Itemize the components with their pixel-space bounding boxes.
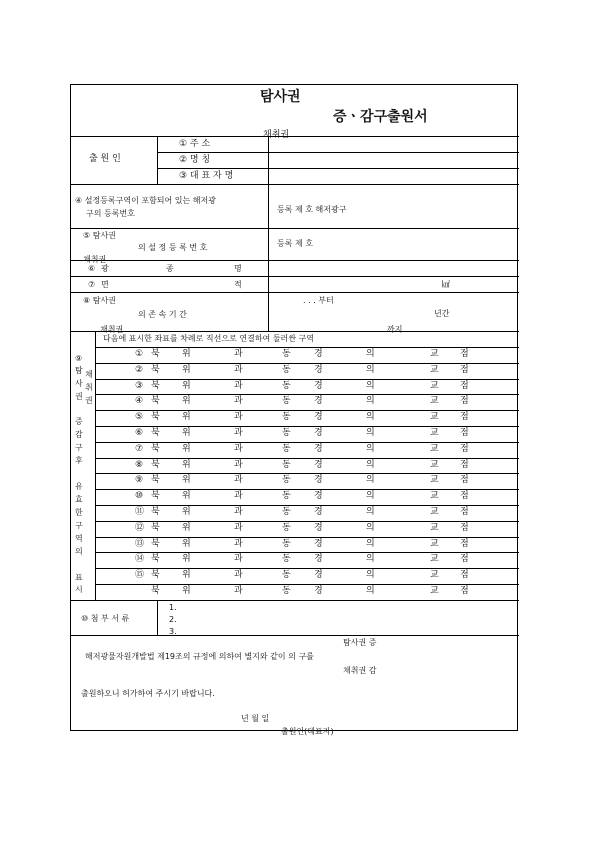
coordinate-cell-g: 교	[430, 554, 439, 565]
coordinate-cell-num: ⑭	[135, 554, 145, 565]
coordinate-cell-d: 동	[282, 412, 291, 423]
rule	[71, 635, 519, 636]
coordinate-cell-num: ⑧	[135, 459, 144, 470]
coordinate-cell-f: 의	[366, 443, 375, 454]
coordinate-cell-num: ⑥	[135, 428, 144, 438]
coordinate-cell-d: 동	[282, 475, 291, 486]
row-divider	[95, 379, 519, 380]
coordinate-cell-num: ⑫	[135, 522, 145, 533]
coordinate-cell-g: 교	[430, 491, 439, 502]
coordinate-cell-c: 과	[234, 538, 243, 549]
coordinate-cell-a: 북	[151, 475, 160, 486]
coordinate-cell-num: ②	[135, 364, 144, 375]
item8-label-top: ⑧ 탐사권	[83, 296, 116, 305]
item9-side-char: 권	[75, 392, 83, 401]
coordinate-cell-h: 점	[460, 522, 469, 533]
coordinate-cell-f: 의	[366, 475, 375, 486]
coordinate-cell-g: 교	[430, 475, 439, 486]
coordinate-cell-b: 위	[182, 475, 191, 486]
coordinate-cell-g: 교	[430, 586, 439, 596]
coordinate-cell-h: 점	[460, 443, 469, 454]
coordinate-cell-d: 동	[282, 538, 291, 549]
coordinate-cell-b: 위	[182, 522, 191, 533]
item9-side-char: 표	[75, 573, 83, 582]
coordinate-cell-c: 과	[234, 364, 243, 375]
rule	[71, 184, 519, 185]
coordinate-cell-e: 경	[314, 443, 323, 454]
coordinate-cell-a: 북	[151, 507, 160, 517]
coordinate-cell-g: 교	[430, 507, 439, 517]
coordinate-cell-num: ⑩	[135, 491, 144, 502]
coordinate-cell-h: 점	[460, 491, 469, 502]
coordinate-cell-d: 동	[282, 522, 291, 533]
item8-dates[interactable]: . . . 부터	[303, 296, 334, 305]
item9-side-char-b: 채	[85, 370, 93, 379]
rule	[71, 260, 519, 261]
item8-until: 까지	[387, 325, 403, 334]
item6-label3: 명	[234, 264, 242, 273]
rule	[157, 136, 158, 184]
coordinate-cell-b: 위	[182, 443, 191, 454]
coordinate-cell-b: 위	[182, 349, 191, 359]
row-divider	[95, 521, 519, 522]
item9-side-char: 감	[75, 430, 83, 439]
coordinate-cell-h: 점	[460, 364, 469, 375]
rule	[95, 331, 96, 600]
coordinate-cell-d: 동	[282, 459, 291, 470]
coordinate-cell-num: ③	[135, 380, 144, 391]
coordinate-cell-b: 위	[182, 428, 191, 438]
coordinate-cell-c: 과	[234, 412, 243, 423]
coordinate-cell-b: 위	[182, 380, 191, 391]
coordinate-cell-g: 교	[430, 396, 439, 407]
coordinate-cell-e: 경	[314, 412, 323, 423]
coordinate-cell-h: 점	[460, 538, 469, 549]
coordinate-cell-c: 과	[234, 586, 243, 596]
item9-side-char-b: 취	[85, 383, 93, 392]
declaration-line2: 출원하오니 허가하여 주시기 바랍니다.	[81, 689, 215, 698]
coordinate-cell-h: 점	[460, 349, 469, 359]
coordinate-cell-f: 의	[366, 380, 375, 391]
application-form	[70, 84, 518, 736]
coordinate-cell-g: 교	[430, 428, 439, 438]
coordinate-cell-h: 점	[460, 554, 469, 565]
coordinate-cell-b: 위	[182, 507, 191, 517]
coordinate-cell-c: 과	[234, 428, 243, 438]
coordinate-cell-h: 점	[460, 380, 469, 391]
item6-label2: 종	[166, 264, 174, 273]
coordinate-cell-a: 북	[151, 396, 160, 407]
coordinate-cell-f: 의	[366, 459, 375, 470]
item4-label-line2: 구의 등록번호	[86, 209, 135, 218]
coordinate-cell-b: 위	[182, 570, 191, 581]
coordinate-cell-d: 동	[282, 428, 291, 438]
attachment-1[interactable]: 1.	[169, 603, 177, 612]
rule	[268, 136, 269, 184]
coordinate-cell-c: 과	[234, 459, 243, 470]
coordinate-cell-num: ⑤	[135, 412, 144, 423]
coordinate-cell-c: 과	[234, 507, 243, 517]
item5-value[interactable]: 등록 제 호	[277, 239, 313, 248]
coordinate-cell-e: 경	[314, 522, 323, 533]
coordinate-cell-d: 동	[282, 349, 291, 359]
coordinate-cell-f: 의	[366, 586, 375, 596]
coordinate-cell-c: 과	[234, 570, 243, 581]
coordinate-cell-a: 북	[151, 570, 160, 581]
coordinate-cell-num: ①	[135, 349, 144, 359]
row-divider	[95, 537, 519, 538]
coordinate-cell-b: 위	[182, 459, 191, 470]
coordinate-cell-h: 점	[460, 412, 469, 423]
name-field[interactable]	[275, 156, 515, 167]
coordinate-cell-h: 점	[460, 396, 469, 407]
row-divider	[95, 426, 519, 427]
item7-num: ⑦	[88, 280, 96, 289]
coordinate-cell-g: 교	[430, 443, 439, 454]
coordinate-cell-a: 북	[151, 349, 160, 359]
title-line3: 채취권	[263, 130, 290, 140]
item7-label1: 면	[101, 280, 109, 289]
coordinate-cell-f: 의	[366, 491, 375, 502]
coordinate-cell-d: 동	[282, 443, 291, 454]
rule	[71, 292, 519, 293]
coordinate-cell-a: 북	[151, 412, 160, 423]
rule	[95, 347, 519, 348]
coordinate-cell-g: 교	[430, 364, 439, 375]
coordinate-cell-d: 동	[282, 507, 291, 517]
coordinate-cell-g: 교	[430, 459, 439, 470]
coordinate-cell-num: ⑨	[135, 475, 144, 486]
coordinate-cell-h: 점	[460, 570, 469, 581]
item4-label-line1: ④ 설정등록구역이 포함되어 있는 해저광	[75, 196, 216, 205]
item10-label: ⑩ 첨 부 서 류	[81, 614, 130, 623]
coordinate-cell-e: 경	[314, 475, 323, 486]
item5-label-bottom: 채취권	[83, 255, 107, 264]
coordinate-cell-c: 과	[234, 380, 243, 391]
item6-num: ⑥	[88, 264, 96, 273]
coordinate-cell-c: 과	[234, 491, 243, 502]
row-divider	[95, 442, 519, 443]
attachment-2[interactable]: 2.	[169, 615, 177, 624]
item9-side-char: 시	[75, 585, 83, 594]
coordinate-cell-g: 교	[430, 522, 439, 533]
row-divider	[95, 458, 519, 459]
coordinate-cell-e: 경	[314, 570, 323, 581]
row-divider	[95, 505, 519, 506]
item9-side-char: ⑨	[75, 354, 83, 363]
item9-side-char: 구	[75, 443, 83, 452]
coordinate-cell-e: 경	[314, 428, 323, 438]
address-label: ① 주 소	[179, 139, 211, 149]
representative-field[interactable]	[275, 172, 515, 183]
declaration-right-bottom: 채취권 감	[343, 666, 377, 675]
coordinate-cell-a: 북	[151, 364, 160, 375]
coordinate-cell-f: 의	[366, 428, 375, 438]
coordinate-cell-a: 북	[151, 554, 160, 565]
coordinate-cell-b: 위	[182, 396, 191, 407]
item9-side-char: 탐	[75, 366, 83, 375]
declaration-right-top: 탐사권 증	[343, 638, 377, 647]
item5-label-mid: 의 설 정 등 록 번 호	[138, 243, 208, 252]
coordinate-cell-h: 점	[460, 507, 469, 517]
title-line1: 탐사권	[260, 89, 301, 105]
item6-label1: 광	[101, 264, 109, 273]
coordinate-cell-f: 의	[366, 522, 375, 533]
item9-side-char: 역	[75, 534, 83, 543]
coordinate-cell-a: 북	[151, 459, 160, 470]
item7-label2: 적	[234, 280, 242, 289]
coordinate-cell-a: 북	[151, 538, 160, 549]
coordinate-cell-d: 동	[282, 380, 291, 391]
item8-label-bottom: 채취권	[100, 325, 124, 334]
applicant-label: 출 원 인	[89, 154, 121, 164]
coordinate-cell-c: 과	[234, 349, 243, 359]
rule	[71, 228, 519, 229]
coordinate-cell-a: 북	[151, 586, 160, 596]
declaration-date[interactable]: 년 월 일	[241, 714, 270, 723]
row-divider	[95, 584, 519, 585]
coordinate-cell-b: 위	[182, 491, 191, 502]
coordinate-cell-a: 북	[151, 522, 160, 533]
coordinate-cell-c: 과	[234, 443, 243, 454]
declaration-main: 해저광물자원개발법 제19조의 규정에 의하여 별지와 같이 의 구를	[85, 652, 314, 661]
coordinate-cell-a: 북	[151, 491, 160, 502]
coordinate-cell-num: ⑦	[135, 443, 144, 454]
coordinate-cell-h: 점	[460, 459, 469, 470]
title-line2: 증ㆍ감구출원서	[333, 109, 428, 125]
coordinate-cell-g: 교	[430, 570, 439, 581]
rule	[71, 276, 519, 277]
coordinate-cell-h: 점	[460, 586, 469, 596]
address-field[interactable]	[275, 140, 515, 151]
coordinate-cell-d: 동	[282, 364, 291, 375]
coordinate-cell-f: 의	[366, 349, 375, 359]
coordinate-cell-d: 동	[282, 570, 291, 581]
coordinate-cell-c: 과	[234, 554, 243, 565]
coordinate-cell-e: 경	[314, 459, 323, 470]
coordinate-cell-f: 의	[366, 507, 375, 517]
coordinate-cell-f: 의	[366, 570, 375, 581]
coordinate-cell-num: ⑮	[135, 570, 145, 581]
attachment-3[interactable]: 3.	[169, 627, 177, 636]
coordinate-cell-num: ④	[135, 396, 144, 407]
declaration-signature: 출원인(대표자)	[281, 727, 334, 736]
coordinate-cell-e: 경	[314, 380, 323, 391]
coordinate-cell-b: 위	[182, 364, 191, 375]
item9-side-char: 의	[75, 547, 83, 556]
coordinate-cell-f: 의	[366, 554, 375, 565]
item4-value[interactable]: 등록 제 호 해저광구	[277, 205, 347, 214]
coordinate-cell-d: 동	[282, 554, 291, 565]
rule	[157, 152, 519, 153]
item8-label-mid: 의 존 속 기 간	[138, 310, 187, 319]
coordinate-cell-e: 경	[314, 507, 323, 517]
coordinate-cell-g: 교	[430, 412, 439, 423]
rule	[268, 184, 269, 332]
item9-side-char-b: 권	[85, 396, 93, 405]
coordinate-cell-e: 경	[314, 396, 323, 407]
coordinate-cell-f: 의	[366, 396, 375, 407]
item8-years: 년간	[434, 309, 450, 318]
coordinate-cell-d: 동	[282, 491, 291, 502]
item9-side-char: 효	[75, 495, 83, 504]
coordinate-cell-g: 교	[430, 349, 439, 359]
coordinate-cell-e: 경	[314, 364, 323, 375]
item9-side-char: 구	[75, 521, 83, 530]
coordinate-cell-f: 의	[366, 364, 375, 375]
coordinate-cell-f: 의	[366, 412, 375, 423]
item9-side-char: 유	[75, 482, 83, 491]
coordinate-cell-e: 경	[314, 491, 323, 502]
representative-label: ③ 대 표 자 명	[179, 171, 234, 181]
item9-side-char: 증	[75, 417, 83, 426]
coordinate-cell-num: ⑬	[135, 538, 145, 549]
coordinate-cell-a: 북	[151, 380, 160, 391]
coordinate-cell-b: 위	[182, 538, 191, 549]
coordinate-cell-g: 교	[430, 380, 439, 391]
coordinate-cell-g: 교	[430, 538, 439, 549]
coordinate-cell-a: 북	[151, 428, 160, 438]
title-divider	[71, 136, 519, 137]
coordinate-cell-num: ⑪	[135, 507, 145, 517]
coordinate-cell-e: 경	[314, 586, 323, 596]
item9-side-char: 후	[75, 456, 83, 465]
row-divider	[95, 363, 519, 364]
name-label: ② 명 칭	[179, 155, 211, 165]
coordinate-cell-h: 점	[460, 475, 469, 486]
coordinate-cell-c: 과	[234, 475, 243, 486]
item7-unit: ㎢	[442, 280, 450, 289]
coordinate-cell-b: 위	[182, 554, 191, 565]
item9-side-char: 한	[75, 508, 83, 517]
coordinate-cell-e: 경	[314, 538, 323, 549]
coordinate-cell-f: 의	[366, 538, 375, 549]
coordinate-cell-b: 위	[182, 412, 191, 423]
coordinate-cell-c: 과	[234, 396, 243, 407]
item5-label-top: ⑤ 탐사권	[83, 231, 116, 240]
coordinate-cell-e: 경	[314, 349, 323, 359]
coordinate-cell-d: 동	[282, 586, 291, 596]
item9-header: 다음에 표시한 좌표를 차례로 직선으로 연결하여 둘러싼 구역	[103, 334, 314, 343]
coordinate-cell-e: 경	[314, 554, 323, 565]
rule	[71, 600, 519, 601]
item9-side-char: 사	[75, 379, 83, 388]
rule	[157, 168, 519, 169]
coordinate-cell-h: 점	[460, 428, 469, 438]
coordinate-cell-c: 과	[234, 522, 243, 533]
rule	[157, 600, 158, 635]
coordinate-cell-d: 동	[282, 396, 291, 407]
coordinate-cell-a: 북	[151, 443, 160, 454]
coordinate-cell-b: 위	[182, 586, 191, 596]
